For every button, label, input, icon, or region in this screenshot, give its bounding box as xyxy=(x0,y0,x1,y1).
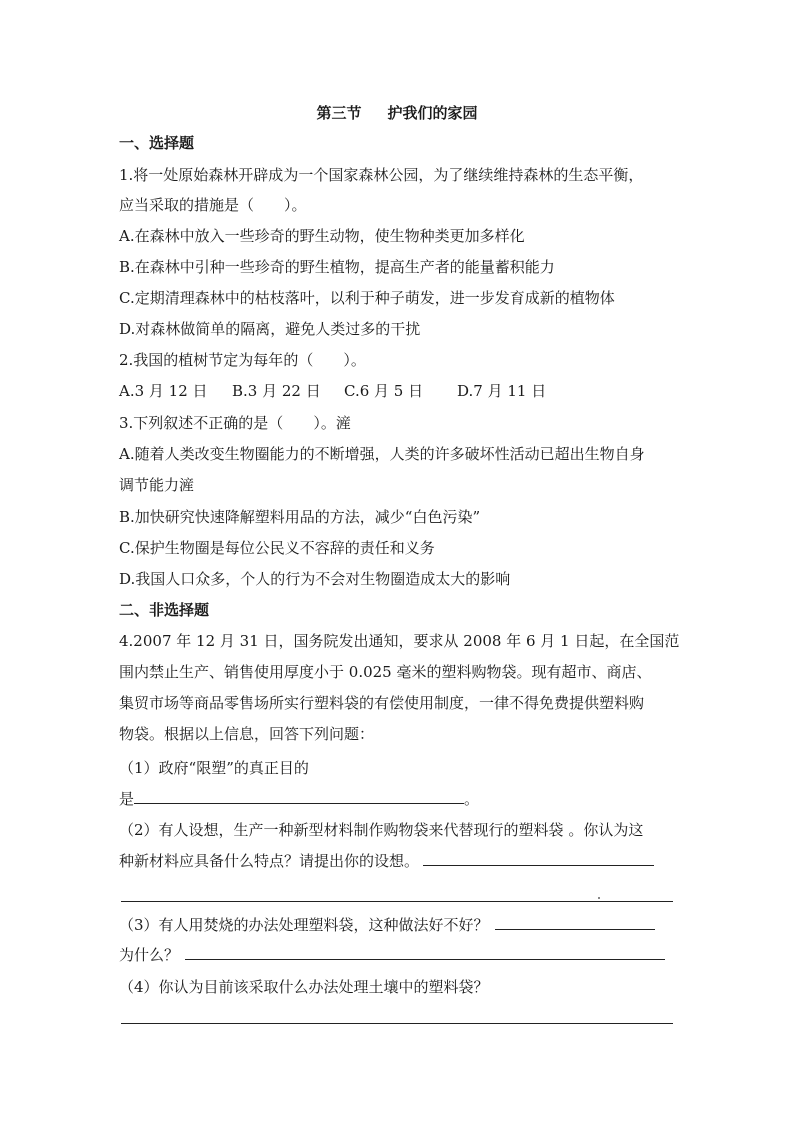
question-1-stem-line2: 应当采取的措施是（ ）。 xyxy=(119,196,307,214)
question-4-stem-line4: 物袋。根据以上信息，回答下列问题： xyxy=(119,725,375,743)
question-1-option-a: A.在森林中放入一些珍奇的野生动物，使生物种类更加多样化 xyxy=(119,227,525,245)
subquestion-3-prompt xyxy=(119,915,655,935)
subquestion-2-prompt-line2 xyxy=(119,851,654,871)
question-4-stem-line3: 集贸市场等商品零售场所实行塑料袋的有偿使用制度，一律不得免费提供塑料购 xyxy=(119,694,645,712)
section-heading-choice: 一、选择题 xyxy=(119,134,195,152)
answer-line-2b[interactable] xyxy=(121,901,673,902)
answer-blank-3b[interactable] xyxy=(185,945,665,960)
subquestion-3-text: （3）有人用焚烧的办法处理塑料袋，这种做法好不好？ xyxy=(119,916,489,934)
subquestion-2-prompt-line1: （2）有人设想，生产一种新型材料制作购物袋来代替现行的塑料袋 。你认为这 xyxy=(119,821,644,839)
question-2-options xyxy=(119,381,546,401)
question-3-option-c: C.保护生物圈是每位公民义不容辞的责任和义务 xyxy=(119,539,435,557)
section-heading-nonchoice: 二、非选择题 xyxy=(119,601,210,619)
stray-dot xyxy=(598,897,600,899)
question-3-option-b: B.加快研究快速降解塑料用品的方法，减少“白色污染” xyxy=(119,508,481,526)
question-3-option-a-line2: 调节能力滻 xyxy=(119,476,195,494)
title-section-name: 护我们的家园 xyxy=(387,104,478,122)
question-1-option-b: B.在森林中引种一些珍奇的野生植物，提高生产者的能量蓄积能力 xyxy=(119,258,555,276)
question-1-stem-line1: 1.将一处原始森林开辟成为一个国家森林公园，为了继续维持森林的生态平衡， xyxy=(119,166,644,184)
question-2-option-c: C.6 月 5 日 xyxy=(344,382,424,400)
subquestion-1-prefix: 是 xyxy=(119,790,135,808)
subquestion-3-why-row xyxy=(119,945,665,965)
subquestion-2-text: 种新材料应具备什么特点？请提出你的设想。 xyxy=(119,852,420,870)
answer-blank-3a[interactable] xyxy=(495,915,655,930)
subquestion-4-prompt: （4）你认为目前该采取什么办法处理土壤中的塑料袋？ xyxy=(119,978,489,996)
question-3-option-d: D.我国人口众多，个人的行为不会对生物圈造成太大的影响 xyxy=(119,570,511,588)
question-2-option-a: A.3 月 12 日 xyxy=(119,382,208,400)
question-4-stem-line2: 围内禁止生产、销售使用厚度小于 0.025 毫米的塑料购物袋。现有超市、商店、 xyxy=(119,663,652,681)
page-title xyxy=(0,102,794,123)
question-1-option-d: D.对森林做简单的隔离，避免人类过多的干扰 xyxy=(119,320,421,338)
title-section-number: 第三节 xyxy=(316,104,362,122)
answer-blank-1[interactable] xyxy=(134,789,464,804)
question-3-stem: 3.下列叙述不正确的是（ ）。滻 xyxy=(119,414,351,432)
question-2-stem: 2.我国的植树节定为每年的（ ）。 xyxy=(119,351,366,369)
question-4-stem-line1: 4.2007 年 12 月 31 日，国务院发出通知，要求从 2008 年 6 月 1 日起，在全国范 xyxy=(119,632,680,650)
answer-line-4[interactable] xyxy=(121,1023,673,1024)
subquestion-1-prompt: （1）政府“限塑”的真正目的 xyxy=(119,759,309,777)
question-1-option-c: C.定期清理森林中的枯枝落叶，以利于种子萌发，进一步发育成新的植物体 xyxy=(119,289,615,307)
answer-blank-2a[interactable] xyxy=(423,851,654,866)
question-2-option-b: B.3 月 22 日 xyxy=(232,382,321,400)
subquestion-1-answer-row xyxy=(119,789,479,809)
question-3-option-a-line1: A.随着人类改变生物圈能力的不断增强，人类的许多破坏性活动已超出生物自身 xyxy=(119,445,645,463)
subquestion-3-why: 为什么？ xyxy=(119,946,180,964)
question-2-option-d: D.7 月 11 日 xyxy=(457,382,547,400)
subquestion-1-end: 。 xyxy=(464,790,480,808)
